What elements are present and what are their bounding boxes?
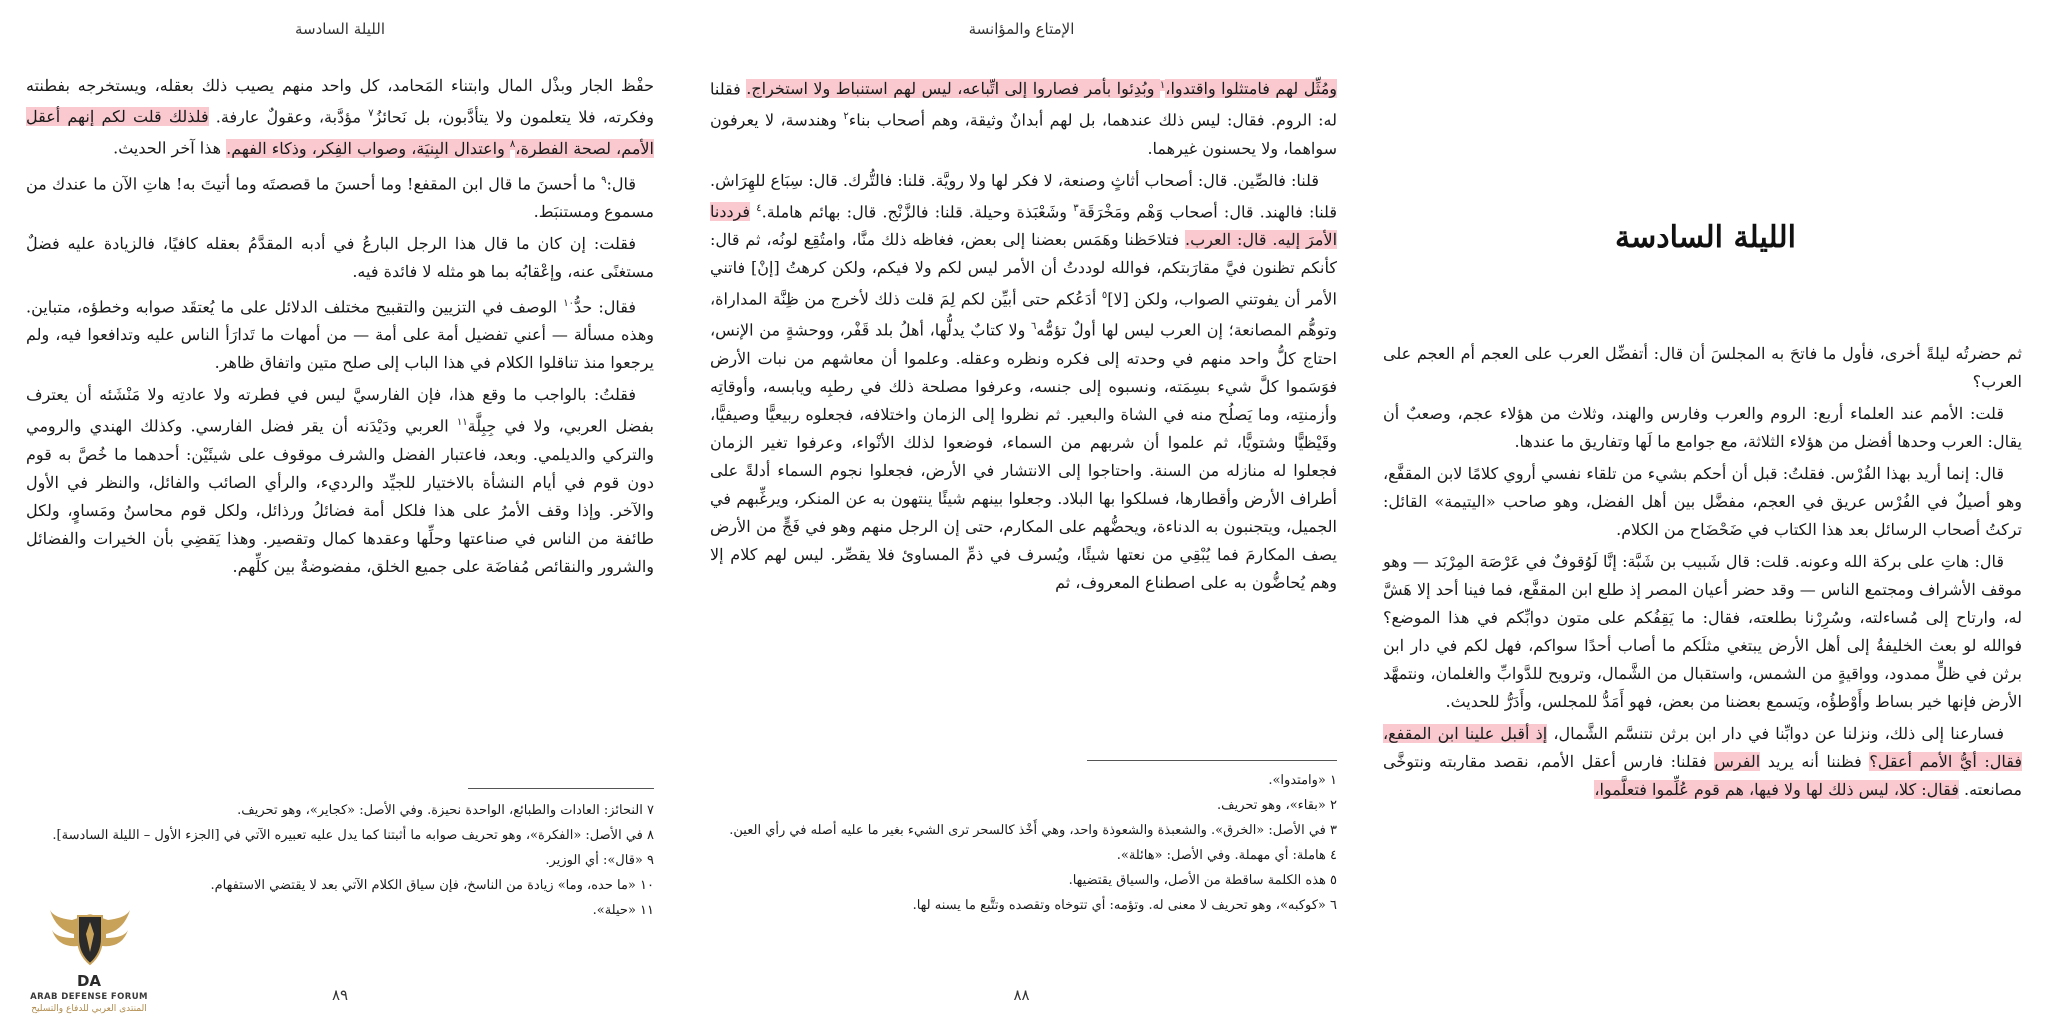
text-run: ١٠ xyxy=(563,297,574,309)
text-run: ما أحسنَ ما قال ابن المقفع! وما أحسنَ ما قصصتَه وما أتيتَ به! هاتِ الآن ما عندك من مسموع ومستنبَط. xyxy=(26,173,654,221)
paragraph xyxy=(26,167,654,226)
text-run: أدَعُكم حتى أبيِّن لكم لِمَ قلت ذلك لأخرج من ظِنَّة المداراة، وتوهُّم المصانعة؛ إن العرب ليس لها أولٌ تؤمُّه xyxy=(710,289,1337,340)
footnote: ١ «وامتدوا». xyxy=(1268,773,1337,788)
watermark-letters: DA xyxy=(76,972,102,990)
text-run: فقلنا له: الروم. فقال: ليس ذلك عندهما، بل لهم أبدانٌ وثيقة، وهم أصحاب بناء xyxy=(710,79,1337,130)
text-run: ٦ xyxy=(1031,321,1037,333)
highlighted-text: وبُدِئوا بأمر فصاروا إلى اتِّباعه، ليس لهم استنباط ولا استخراج. xyxy=(746,79,1160,99)
shield-wings-icon xyxy=(50,908,130,970)
paragraph xyxy=(1383,460,2022,544)
text-run: فقال: حدُّ xyxy=(573,297,636,317)
footnotes xyxy=(26,798,654,923)
text-run: ٩ xyxy=(601,174,607,186)
text-run: قال: إنما أريد بهذا الفُرْس. فقلتُ: قبل أن أحكم بشيء من تلقاء نفسي أروي كلامًا لابن المقفَّع، وهو أصيلٌ في الفُرْس عريق في العجم، مفضَّل بين أهل الفضل، وهو صاحب «اليتيمة» القائل: تركتُ أصحاب الرسائل بعد هذا الكتاب في ضَحْضَاح من الكلام. xyxy=(1383,464,2022,539)
page-middle xyxy=(680,0,1363,1018)
footnote-divider xyxy=(1087,760,1337,761)
footnote: ٦ «كوكبه»، وهو تحريف لا معنى له. وتؤمه: أي تتوخاه وتقصده وتتَّبع ما يسنه لها. xyxy=(912,898,1337,913)
paragraph xyxy=(1383,400,2022,456)
footnote: ٥ هذه الكلمة ساقطة من الأصل، والسياق يقتضيها. xyxy=(1068,873,1337,888)
page-number: ٨٩ xyxy=(331,986,349,1004)
paragraph xyxy=(26,290,654,377)
paragraph xyxy=(26,381,654,580)
text-run: ١١ xyxy=(456,417,468,429)
footnote: ١٠ «ما حده، وما» زيادة من الناسخ، فإن سياق الكلام الآتي بعد لا يقتضي الاستفهام. xyxy=(210,878,654,893)
text-run: وهندسة، لا يعرفون سواهما، ولا يحسنون غيرهما. xyxy=(710,110,1337,158)
page-left xyxy=(0,0,680,1018)
running-head: الليلة السادسة xyxy=(295,20,385,38)
footnote-divider xyxy=(468,788,654,789)
text-run: فظننا أنه يريد xyxy=(1760,752,1870,771)
text-run: الوصف في التزيين والتقبيح مختلف الدلائل على ما يُعتقَد صوابه وخطؤه، متباين. وهذه مسألة — أعني تفضيل أمة على أمة — من أمهات ما تَدارَأ الناس عليه وتدافعوا فيه، ولم يرجعوا منذ تناقلوا الكلام في هذا الباب إلى صلح متين واتفاق ظاهر. xyxy=(26,297,654,373)
chapter-title: الليلة السادسة xyxy=(1615,220,1796,256)
highlighted-text: ١ xyxy=(1159,80,1166,91)
footnote: ١١ «حيلة». xyxy=(592,903,654,918)
body-text xyxy=(710,72,1337,601)
highlighted-text: فرددنا الأمرَ إليه. قال: العرب. xyxy=(710,201,1338,249)
highlighted-text: الفرس xyxy=(1714,752,1761,771)
paragraph xyxy=(1383,720,2022,804)
paragraph xyxy=(26,230,654,286)
body-text xyxy=(26,72,654,585)
watermark-name-en: ARAB DEFENSE FORUM xyxy=(30,992,148,1002)
forum-watermark xyxy=(14,908,164,1016)
footnotes xyxy=(710,768,1337,918)
highlighted-text: فقال: كلا، ليس ذلك لها ولا فيها، هم قوم عُلِّموا فتعلَّموا، xyxy=(1594,780,1959,799)
paragraph xyxy=(1383,340,2022,396)
text-run: فتلاحَظنا وهَمَس بعضنا إلى بعض، فغاظه ذلك منَّا، وامتُقِع لونُه، ثم قال: كأنكم تظنون فيَّ مقارَبتكم، فوالله لوددتُ أن الأمر ليس لكم ولا فيكم، ولكن كرهتُ [إنْ] فاتني الأمر أن يفوتني الصواب، ولكن [لا] xyxy=(710,229,1337,309)
text-run: ٢ xyxy=(843,111,849,123)
text-run: قال: xyxy=(606,173,636,193)
running-head: الإمتاع والمؤانسة xyxy=(968,20,1075,38)
text-run: ٤ xyxy=(756,202,762,214)
text-run: ولا كتابٌ يدلُّها، أهلُ بلد قَفْر، ووحشةٍ من الإنس، احتاج كلُّ واحد منهم في وحدته إلى فكره ونظره وعقله. وعلموا أن معاشهم من نبات الأرض فوَسَموا كلَّ شيء بسِمَته، ونسبوه إلى جنسه، وعرفوا مصلحة ذلك في رطبِه ويابسه، وأوقاتِه وأزمنتِه، وما يَصلُح منه في الشاة والبعير. ثم نظروا إلى الزمان واختلافه، فجعلوه ربيعيًّا وصيفيًّا، وقَيْظيًّا وشتويًّا، ثم علموا أن شربهم من السماء، فوضعوا لذلك الأنْواء، وعرفوا تغير الزمان فجعلوا له منازله من السنة. واحتاجوا إلى الانتشار في الأرض، فجعلوا نجوم السماء أدلةً على أطراف الأرض وأقطارها، فسلكوا بها البلاد. وجعلوا بينهم شيئًا ينتهون به عن المنكر، ويرغِّبهم في الجميل، ويتجنبون به الدناءة، ويحضُّهم على المكارم، حتى إن الرجل منهم وهو في فَجٍّ من الأرض يصف المكارمَ فما يُبْقِي من نعتها شيئًا، ويُسرف في ذمِّ المساوئ فلا يقصِّر. ليس لهم كلام إلا وهم يُحاضُّون به على اصطناع المعروف، ثم xyxy=(710,320,1338,592)
text-run: فقلتُ: بالواجب ما وقع هذا، فإن الفارسيَّ ليس في فطرته ولا عادتِه ولا مَنْشَئه أن يعترف بفضل العربي، ولا في جِبِلَّة xyxy=(26,385,654,436)
text-run: فقلنا: فارس أعقل الأمم، نقصد مقاربته ونتوخَّى مصانعته. xyxy=(1383,752,2022,799)
text-run: قال: هاتِ على بركة الله وعونه. قلت: قال شَبيب بن شَبَّة: إنَّا لَوُقوفٌ في عَرْصَة المِرْبَد — وهو موقف الأشراف ومجتمع الناس — وقد حضر أعيان المصر إذ طلع ابن المقفَّع، فما فينا أحد إلا هَشَّ له، وارتاح إلى مُساءلته، وسُرِرْنا بطلعته، فقال: ما يَقِفُكم على متون دوابِّكم في هذا الموضع؟ فوالله لو بعث الخليفةُ إلى أهل الأرض يبتغي مثلَكم ما أصاب أحدًا سواكم، فهل لكم في دار ابن برثن في ظلٍّ ممدود، وواقيةٍ من الشمس، واستقبال من الشَّمال، وترويح للدَّوابِّ والغلمان، ونتمهَّد الأرض فإنها خير بساط وأَوْطؤُه، ويَسمع بعضنا من بعض، فهو أَمَدُّ للمجلس، وأَدَرُّ للحديث. xyxy=(1383,552,2022,711)
text-run: قلت: الأمم عند العلماء أربع: الروم والعرب وفارس والهند، وثلاث من هؤلاء عجم، وصعبٌ أن يقال: العرب وحدها أفضل من هؤلاء الثلاثة، مع جوامع ما لَها وتفاريق ما عندها. xyxy=(1383,404,2022,451)
highlighted-text: إذ أقبل علينا ابن المقفع، فقال: أيُّ الأمم أعقل؟ xyxy=(1383,724,2023,771)
paragraph xyxy=(26,72,654,163)
footnote: ٩ «قال»: أي الوزير. xyxy=(545,853,654,868)
text-run: هذا آخر الحديث. xyxy=(113,138,227,158)
watermark-name-ar: المنتدى العربي للدفاع والتسليح xyxy=(31,1004,147,1014)
text-run: ٧ xyxy=(368,108,374,119)
text-run: ثم حضرتُه ليلةً أخرى، فأول ما فاتحَ به المجلسَ أن قال: أتفضِّل العرب على العجم أم العجم على العرب؟ xyxy=(1383,344,2022,391)
text-run: فقلت: إن كان ما قال هذا الرجل البارعُ في أدبه المقدَّمُ بعقله كافيًا، فالزيادة عليه فضلٌ مستغنًى عنه، وإعْقابُه بما هو مثله لا فائدة فيه. xyxy=(26,233,654,281)
highlighted-text: ٨ xyxy=(509,139,516,151)
footnote: ٣ في الأصل: «الخرق». والشعبذة والشعوذة واحد، وهي أَخْذ كالسحر ترى الشيء بغير ما عليه أصله في رأي العين. xyxy=(729,823,1337,838)
page-right xyxy=(1363,0,2048,1018)
text-run: ٣ xyxy=(1073,202,1079,214)
paragraph xyxy=(710,72,1337,163)
page-number: ٨٨ xyxy=(1013,986,1030,1004)
footnote: ٧ النحائز: العادات والطبائع، الواحدة نحيزة. وفي الأصل: «كجاير»، وهو تحريف. xyxy=(237,803,654,818)
footnote: ٨ في الأصل: «الفكرة»، وهو تحريف صوابه ما أثبتنا كما يدل عليه تعبيره الآتي في [الجزء الأول – الليلة السادسة]. xyxy=(52,828,654,843)
body-text xyxy=(1383,340,2022,808)
paragraph xyxy=(1383,548,2022,716)
text-run: مؤدَّبة، وعقولٌ عارفة. xyxy=(208,107,369,127)
text-run: حفْظ الجار وبذْل المال وابتناء المَحامد، كل واحد منهم يصيب ذلك بعقله، ويستخرجه بفطنته وفكرته، فلا يتعلمون ولا يتأدَّبون، بل نَحائزُ xyxy=(26,76,655,127)
footnote: ٤ هاملة: أي مهملة. وفي الأصل: «هائلة». xyxy=(1116,848,1337,863)
footnote: ٢ «بقاء»، وهو تحريف. xyxy=(1217,798,1337,813)
text-run: العربي ودَيْدَنه أن يقر فضل الفارسي. وكذلك الهندي والرومي والتركي والديلمي. وبعد، فاعتبار الفضل والشرف موقوف على شيئَيْن: أحدهما ما خُصَّ به قوم دون قوم في أيام النشأة بالاختيار للجيِّد والرديء، والرأي الصائب والفائل، والنظر في الأول والآخر. وإذا وقف الأمرُ على هذا فلكل أمة فضائلُ ورذائل، ولكل قوم محاسنُ ومَساوٍ، ولكل طائفة من الناس في صناعتها وحلِّها وعقدها كمال وتقصير. وهذا يَقضِي بأن الخيرات والفضائل والشرور والنقائص مُفاضَة على جميع الخلق، مفضوضةٌ بين كلِّهم. xyxy=(26,416,654,576)
highlighted-text: فلذلك قلت لكم إنهم أعقل الأمم، لصحة الفطرة، xyxy=(26,107,654,158)
text-run: فسارعنا إلى ذلك، ونزلنا عن دوابِّنا في دار ابن برثن نتنسَّم الشَّمال، xyxy=(1547,724,2005,743)
text-run: قلنا: فالصِّين. قال: أصحاب أثاثٍ وصنعة، لا فكر لها ولا رويَّة. قلنا: فالتُّرك. قال: سِبَاع للهِرَاش. قلنا: فالهند. قال: أصحاب وَهْم ومَخْرَقَة xyxy=(710,170,1337,221)
highlighted-text: ومُثِّل لهم فامتثلوا واقتدوا، xyxy=(1165,79,1338,99)
highlighted-text: واعتدال البِنيَة، وصواب الفِكر، وذكاء الفهم. xyxy=(226,138,510,158)
paragraph xyxy=(710,167,1337,597)
text-run: وشَعْبَذة وحيلة. قلنا: فالزَّنْج. قال: بهائم هاملة. xyxy=(761,201,1074,221)
text-run: ٥ xyxy=(1101,289,1108,301)
